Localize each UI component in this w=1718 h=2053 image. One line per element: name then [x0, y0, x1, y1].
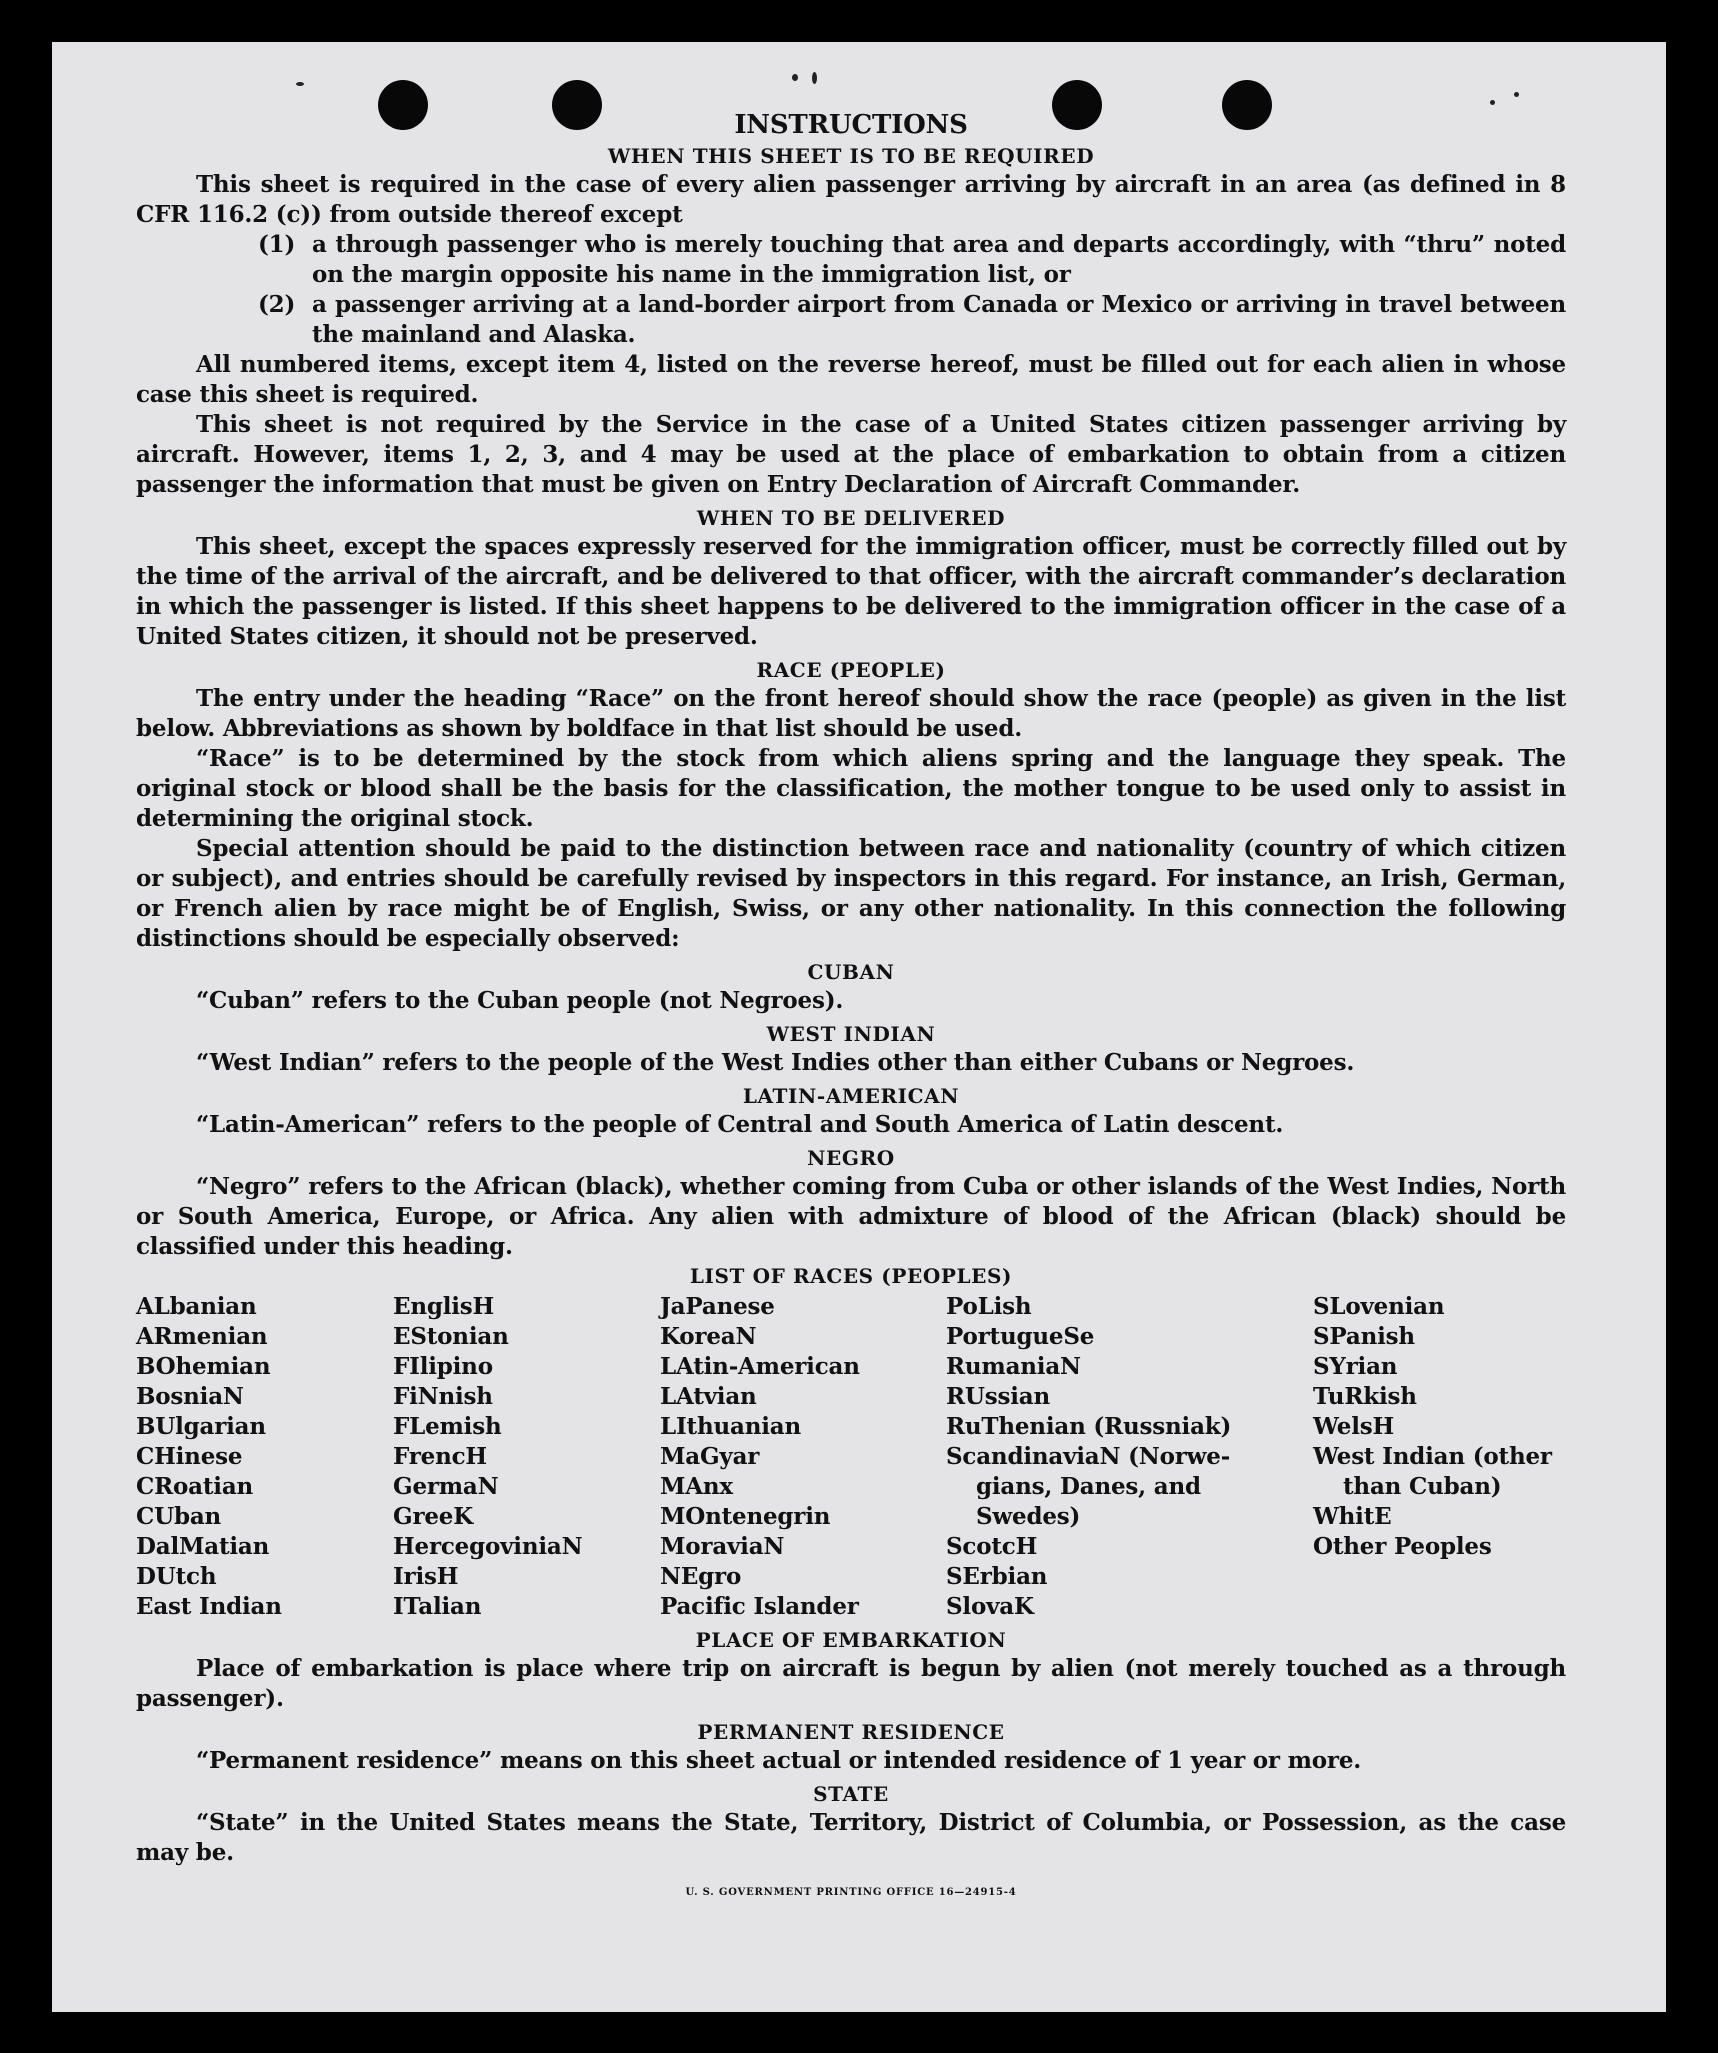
- race-entry: TuRkish: [1313, 1383, 1417, 1410]
- paragraph: Place of embarkation is place where trip on aircraft is begun by alien (not merely touched as a through passenger).: [136, 1655, 1566, 1712]
- race-entry: CUban: [136, 1503, 222, 1530]
- race-entry: EnglisH: [393, 1293, 495, 1320]
- document-sheet: [52, 42, 1666, 2012]
- exception-item: [136, 290, 1566, 350]
- race-entry: ALbanian: [136, 1293, 257, 1320]
- printer-imprint: U. S. GOVERNMENT PRINTING OFFICE 16—24915-4: [685, 1887, 1017, 1898]
- race-entry: SErbian: [946, 1563, 1048, 1590]
- race-entry: SlovaK: [946, 1593, 1034, 1620]
- race-entry: MOntenegrin: [660, 1503, 831, 1530]
- race-entry: GreeK: [393, 1503, 474, 1530]
- race-entry: PoLish: [946, 1293, 1032, 1320]
- race-entry: MoraviaN: [660, 1533, 785, 1560]
- race-entry: JaPanese: [660, 1293, 775, 1320]
- section-heading: LATIN-AMERICAN: [742, 1084, 960, 1108]
- race-entry: Swedes): [976, 1503, 1081, 1530]
- section-heading: LIST OF RACES (PEOPLES): [689, 1264, 1013, 1288]
- section-heading: PLACE OF EMBARKATION: [695, 1628, 1007, 1652]
- race-entry: SPanish: [1313, 1323, 1415, 1350]
- speck: [1514, 92, 1519, 97]
- race-entry: WelsH: [1313, 1413, 1395, 1440]
- race-entry: EStonian: [393, 1323, 509, 1350]
- race-entry: RUssian: [946, 1383, 1051, 1410]
- race-entry: PortugueSe: [946, 1323, 1095, 1350]
- speck: [1490, 100, 1495, 105]
- paragraph: This sheet is not required by the Service in the case of a United States citizen passenger arriving by aircraft. However, items 1, 2, 3, and 4 may be used at the place of embarkation to obtain from a citizen passenger the information that must be given on Entry Declaration of Aircraft Commander.: [136, 411, 1566, 498]
- race-entry: IrisH: [393, 1563, 459, 1590]
- paragraph: This sheet is required in the case of every alien passenger arriving by aircraft in an area (as defined in 8 CFR 116.2 (c)) from outside thereof except: [136, 171, 1566, 228]
- item-number: (2): [258, 291, 296, 318]
- exception-item: [136, 230, 1566, 290]
- race-column: [1313, 1292, 1563, 1622]
- paragraph: This sheet, except the spaces expressly reserved for the immigration officer, must be correctly filled out by the time of the arrival of the aircraft, and be delivered to that officer, with the aircraft commander’s declaration in which the passenger is listed. If this sheet happens to be delivered to the immigration officer in the case of a United States citizen, it should not be preserved.: [136, 533, 1566, 650]
- race-list: [136, 1292, 1566, 1622]
- race-entry: ScotcH: [946, 1533, 1038, 1560]
- paragraph: “State” in the United States means the State, Territory, District of Columbia, or Possession, as the case may be.: [136, 1809, 1566, 1866]
- paragraph: “Negro” refers to the African (black), whether coming from Cuba or other islands of the West Indies, North or South America, Europe, or Africa. Any alien with admixture of blood of the African (black) should be classified under this heading.: [136, 1173, 1566, 1260]
- race-entry: West Indian (other: [1313, 1443, 1552, 1470]
- section-heading: STATE: [813, 1782, 889, 1806]
- section-heading: CUBAN: [807, 960, 895, 984]
- page-title: INSTRUCTIONS: [734, 110, 968, 140]
- speck: [296, 82, 304, 86]
- race-entry: LIthuanian: [660, 1413, 801, 1440]
- race-entry: LAtvian: [660, 1383, 757, 1410]
- race-entry: FIlipino: [393, 1353, 493, 1380]
- item-text: a passenger arriving at a land-border airport from Canada or Mexico or arriving in travel between the mainland and Alaska.: [312, 291, 1566, 348]
- race-entry: SLovenian: [1313, 1293, 1445, 1320]
- section-heading: RACE (PEOPLE): [756, 658, 946, 682]
- race-entry: CRoatian: [136, 1473, 254, 1500]
- section-heading: WHEN THIS SHEET IS TO BE REQUIRED: [607, 144, 1095, 168]
- race-entry: RumaniaN: [946, 1353, 1081, 1380]
- speck: [812, 72, 817, 84]
- race-entry: ScandinaviaN (Norwe-: [946, 1443, 1231, 1470]
- race-entry: BosniaN: [136, 1383, 244, 1410]
- race-entry: HercegoviniaN: [393, 1533, 583, 1560]
- race-entry: RuThenian (Russniak): [946, 1413, 1232, 1440]
- paragraph: All numbered items, except item 4, listed on the reverse hereof, must be filled out for each alien in whose case this sheet is required.: [136, 351, 1566, 408]
- paragraph: The entry under the heading “Race” on the front hereof should show the race (people) as given in the list below. Abbreviations as shown by boldface in that list should be used.: [136, 685, 1566, 742]
- race-entry: LAtin-American: [660, 1353, 860, 1380]
- race-entry: NEgro: [660, 1563, 742, 1590]
- race-entry: East Indian: [136, 1593, 282, 1620]
- instructions-body: [136, 110, 1566, 1908]
- race-entry: CHinese: [136, 1443, 243, 1470]
- race-entry: DUtch: [136, 1563, 217, 1590]
- paragraph: Special attention should be paid to the distinction between race and nationality (country of which citizen or subject), and entries should be carefully revised by inspectors in this regard. For instance, an Irish, German, or French alien by race might be of English, Swiss, or any other nationality. In this connection the following distinctions should be especially observed:: [136, 835, 1566, 952]
- race-entry: ARmenian: [136, 1323, 268, 1350]
- race-entry: FLemish: [393, 1413, 502, 1440]
- section-heading: NEGRO: [807, 1146, 895, 1170]
- section-heading: PERMANENT RESIDENCE: [697, 1720, 1005, 1744]
- race-column: [136, 1292, 393, 1622]
- race-entry: ITalian: [393, 1593, 482, 1620]
- race-entry: GermaN: [393, 1473, 499, 1500]
- paragraph: “West Indian” refers to the people of the West Indies other than either Cubans or Negroes.: [196, 1049, 1355, 1076]
- section-heading: WHEN TO BE DELIVERED: [696, 506, 1006, 530]
- paragraph: “Cuban” refers to the Cuban people (not Negroes).: [196, 987, 844, 1014]
- race-column: [660, 1292, 946, 1622]
- paragraph: “Permanent residence” means on this sheet actual or intended residence of 1 year or more.: [196, 1747, 1362, 1774]
- speck: [792, 74, 798, 81]
- race-entry: WhitE: [1313, 1503, 1392, 1530]
- race-entry: SYrian: [1313, 1353, 1398, 1380]
- race-entry: Other Peoples: [1313, 1533, 1492, 1560]
- race-entry: than Cuban): [1343, 1473, 1502, 1500]
- race-entry: FiNnish: [393, 1383, 493, 1410]
- race-column: [946, 1292, 1313, 1622]
- item-text: a through passenger who is merely touching that area and departs accordingly, with “thru” noted on the margin opposite his name in the immigration list, or: [312, 231, 1566, 288]
- race-entry: DalMatian: [136, 1533, 270, 1560]
- race-entry: BOhemian: [136, 1353, 271, 1380]
- race-entry: Pacific Islander: [660, 1593, 859, 1620]
- paragraph: “Race” is to be determined by the stock from which aliens spring and the language they speak. The original stock or blood shall be the basis for the classification, the mother tongue to be used only to assist in determining the original stock.: [136, 745, 1566, 832]
- race-entry: gians, Danes, and: [976, 1473, 1201, 1500]
- paragraph: “Latin-American” refers to the people of Central and South America of Latin descent.: [196, 1111, 1284, 1138]
- race-entry: FrencH: [393, 1443, 487, 1470]
- item-number: (1): [258, 231, 296, 258]
- race-entry: KoreaN: [660, 1323, 757, 1350]
- section-heading: WEST INDIAN: [766, 1022, 936, 1046]
- race-entry: MAnx: [660, 1473, 733, 1500]
- race-entry: BUlgarian: [136, 1413, 266, 1440]
- race-column: [393, 1292, 660, 1622]
- race-entry: MaGyar: [660, 1443, 760, 1470]
